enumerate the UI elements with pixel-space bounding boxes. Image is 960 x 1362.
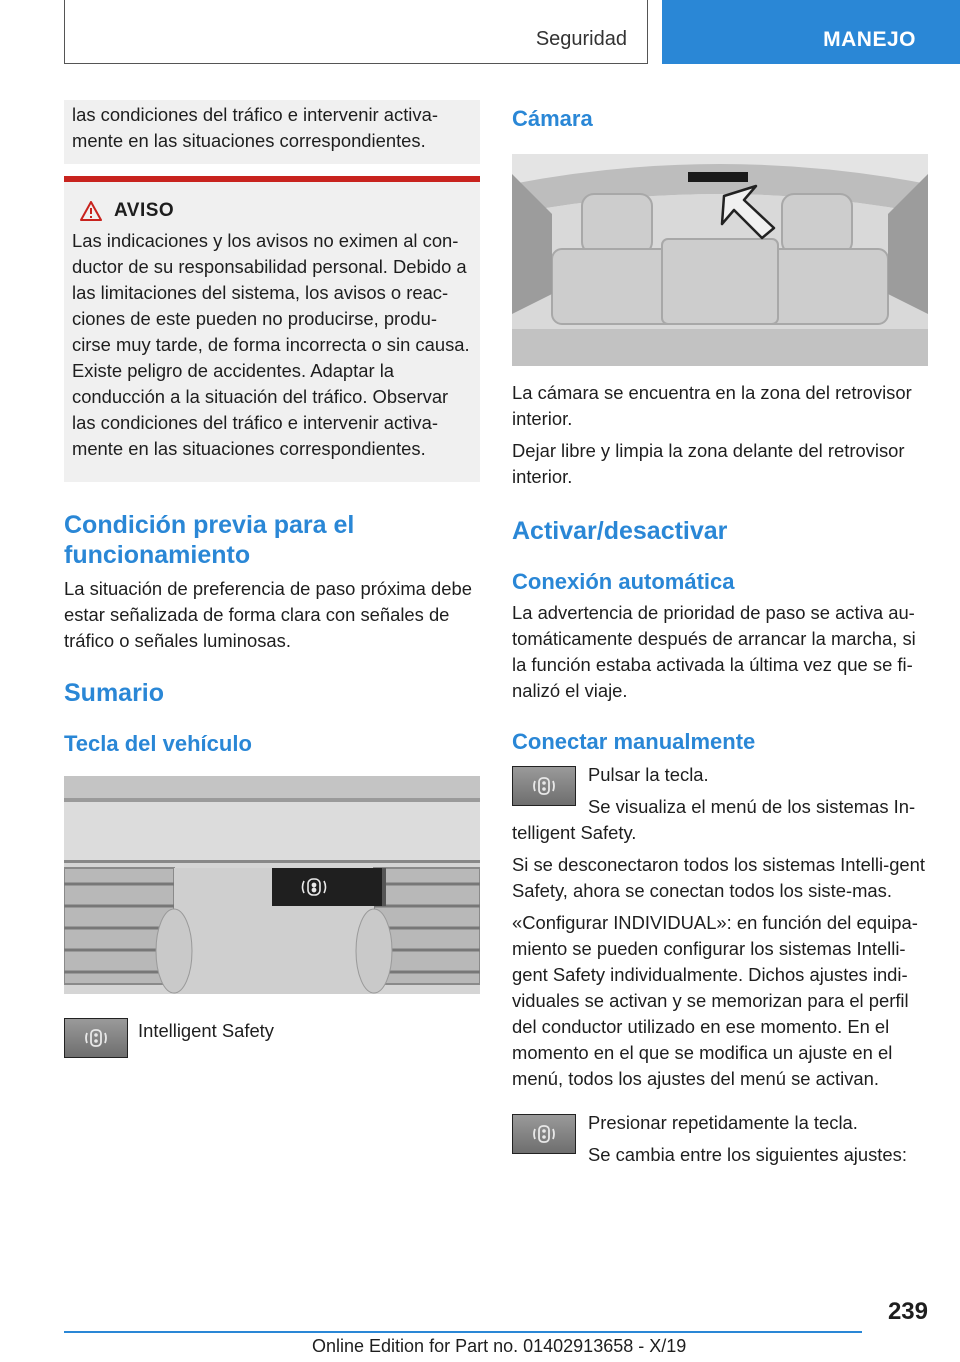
warning-triangle-icon: [80, 201, 102, 221]
press-key-text: Pulsar la tecla.: [588, 764, 709, 785]
intelligent-safety-icon: [531, 773, 557, 799]
warning-box: [64, 176, 480, 482]
dashboard-vents-illustration: [64, 776, 480, 994]
dashboard-button-photo: [64, 776, 480, 994]
intelligent-safety-icon: [83, 1025, 109, 1051]
camera-location-photo: [512, 154, 928, 366]
vehicle-key-heading: Tecla del vehículo: [64, 731, 252, 756]
header-chapter-tab: [662, 0, 960, 64]
precondition-text: La situación de preferencia de paso próxima debe estar señalizada de forma clara con señales de tráfico o señales luminosas.: [64, 578, 472, 651]
intelligent-safety-icon: [531, 1121, 557, 1147]
continued-warning-text: las condiciones del tráfico e intervenir activa-mente en las situaciones correspondientes.: [72, 104, 438, 151]
warning-header: [80, 200, 472, 222]
activate-heading: Activar/desactivar: [512, 517, 728, 545]
auto-heading: Conexión automática: [512, 569, 735, 594]
auto-text: La advertencia de prioridad de paso se activa au-tomáticamente después de arrancar la marcha, si la función estaba activada la última vez que se fi-nalizó el viaje.: [512, 602, 916, 701]
camera-heading: Cámara: [512, 106, 593, 131]
all-off-text: Si se desconectaron todos los sistemas Intelli-gent Safety, ahora se conectan todos los siste-mas.: [512, 854, 925, 901]
header-section-tab: [64, 0, 648, 64]
right-column: [512, 100, 928, 1168]
key-legend-row: [64, 1016, 480, 1058]
manual-step-block: [512, 762, 928, 846]
switch-settings-text: Se cambia entre los siguientes ajustes:: [588, 1144, 907, 1165]
camera-clean-text: Dejar libre y limpia la zona delante del retrovisor interior.: [512, 440, 905, 487]
footer-edition: Online Edition for Part no. 01402913658 - X/19: [312, 1336, 687, 1356]
individual-text: «Configurar INDIVIDUAL»: en función del equipa-miento se pueden configurar los sistemas Intelli-gent Safety individualmente. Dichos ajustes indi-viduales se activan y se memorizan para el perfil del conductor utilizado en ese momento. En el momento en el que se modifica un ajuste en el menú, todos los ajustes del menú se activan.: [512, 912, 918, 1089]
intelligent-safety-button[interactable]: [512, 766, 576, 806]
key-label: Intelligent Safety: [138, 1020, 274, 1041]
repeat-step-block: [512, 1110, 928, 1168]
chapter-title: MANEJO: [823, 28, 916, 51]
intelligent-safety-button[interactable]: [512, 1114, 576, 1154]
manual-heading: Conectar manualmente: [512, 729, 756, 754]
rear-view-mirror-illustration: [512, 154, 928, 366]
page-number: 239: [887, 1298, 928, 1325]
footer-divider: [64, 1331, 862, 1333]
continued-warning-box: [64, 100, 480, 164]
left-column: [64, 100, 480, 1058]
section-title: Seguridad: [535, 28, 627, 50]
warning-title: AVISO: [114, 200, 175, 221]
camera-location-text: La cámara se encuentra en la zona del retrovisor interior.: [512, 382, 912, 429]
press-repeat-text: Presionar repetidamente la tecla.: [588, 1112, 858, 1133]
warning-text: Las indicaciones y los avisos no eximen al con-ductor de su responsabilidad personal. Debido a las limitaciones del sistema, los avisos o reac-ciones de este pueden no producirse, produ-cirse muy tarde, de forma incorrecta o sin causa. Existe peligro de accidentes. Adaptar la conducción a la situación del tráfico. Observar las condiciones del tráfico e intervenir activa-mente en las situaciones correspondientes.: [72, 230, 470, 459]
precondition-heading: Condición previa para el funcionamiento: [64, 511, 355, 569]
overview-heading: Sumario: [64, 679, 165, 707]
menu-shown-text: Se visualiza el menú de los sistemas In-telligent Safety.: [512, 796, 916, 843]
intelligent-safety-button[interactable]: [64, 1018, 128, 1058]
